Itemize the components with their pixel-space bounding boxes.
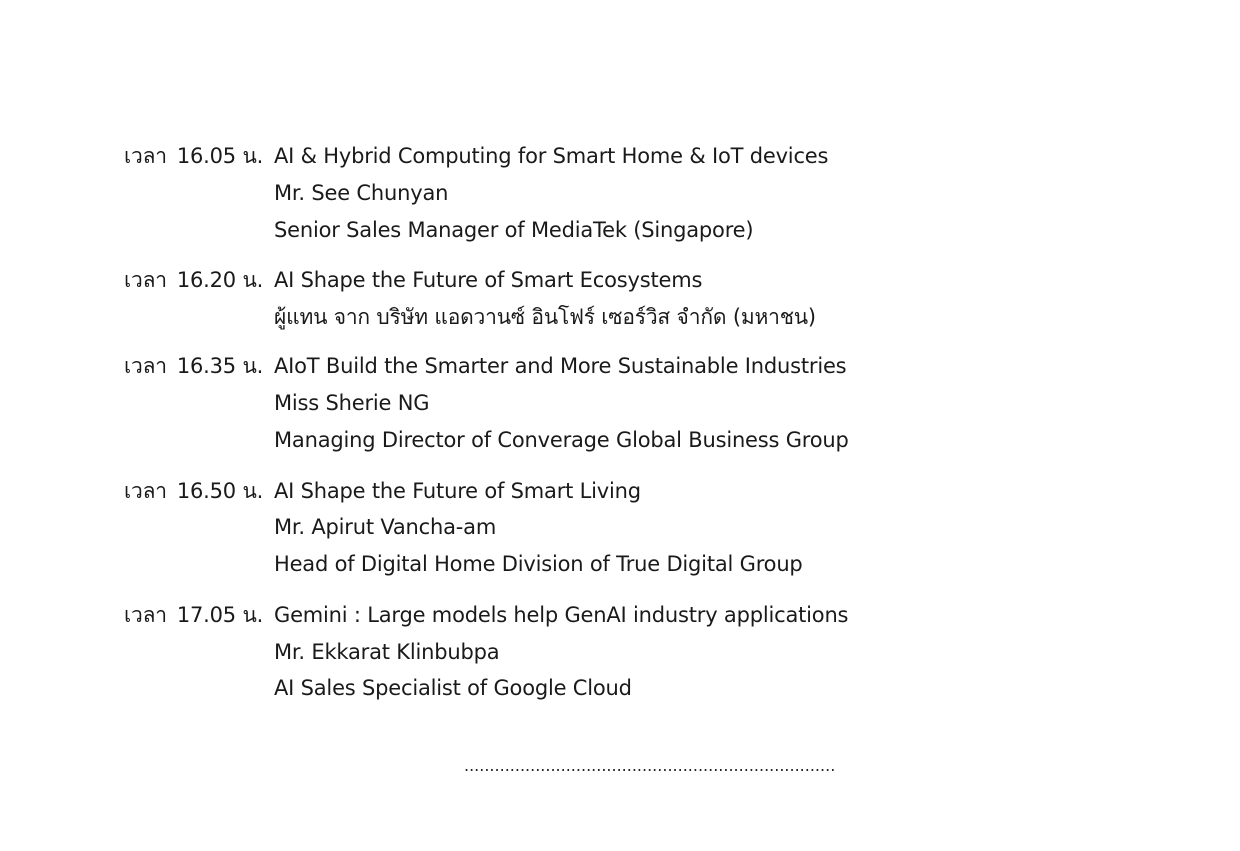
time-prefix: เวลา [124, 268, 167, 292]
time-value: 16.05 น. [176, 144, 264, 168]
time-prefix: เวลา [124, 144, 167, 168]
speaker-name: Mr. Apirut Vancha-am [274, 515, 497, 539]
session-title: AI Shape the Future of Smart Ecosystems [274, 268, 703, 292]
time-prefix: เวลา [124, 354, 167, 378]
speaker-name: Miss Sherie NG [274, 391, 430, 415]
speaker-position: AI Sales Specialist of Google Cloud [274, 676, 632, 700]
speaker-position: Senior Sales Manager of MediaTek (Singapore) [274, 218, 754, 242]
time-value: 17.05 น. [176, 603, 264, 627]
end-separator: ......................................................................... [464, 756, 836, 775]
session-time [124, 144, 263, 168]
speaker-name: Mr. See Chunyan [274, 181, 449, 205]
time-prefix: เวลา [124, 479, 167, 503]
session-time [124, 268, 263, 292]
speaker-name: ผู้แทน จาก บริษัท แอดวานซ์ อินโฟร์ เซอร์วิส จำกัด (มหาชน) [274, 305, 816, 329]
session-title: Gemini : Large models help GenAI industry applications [274, 603, 849, 627]
session-title: AI Shape the Future of Smart Living [274, 479, 641, 503]
time-value: 16.35 น. [176, 354, 264, 378]
speaker-position: Head of Digital Home Division of True Digital Group [274, 552, 803, 576]
session-time [124, 603, 263, 627]
speaker-position: Managing Director of Converage Global Business Group [274, 428, 849, 452]
session-time [124, 354, 263, 378]
time-value: 16.20 น. [176, 268, 264, 292]
session-title: AI & Hybrid Computing for Smart Home & IoT devices [274, 144, 829, 168]
session-time [124, 479, 263, 503]
session-title: AIoT Build the Smarter and More Sustainable Industries [274, 354, 847, 378]
time-prefix: เวลา [124, 603, 167, 627]
time-value: 16.50 น. [176, 479, 264, 503]
speaker-name: Mr. Ekkarat Klinbubpa [274, 640, 500, 664]
